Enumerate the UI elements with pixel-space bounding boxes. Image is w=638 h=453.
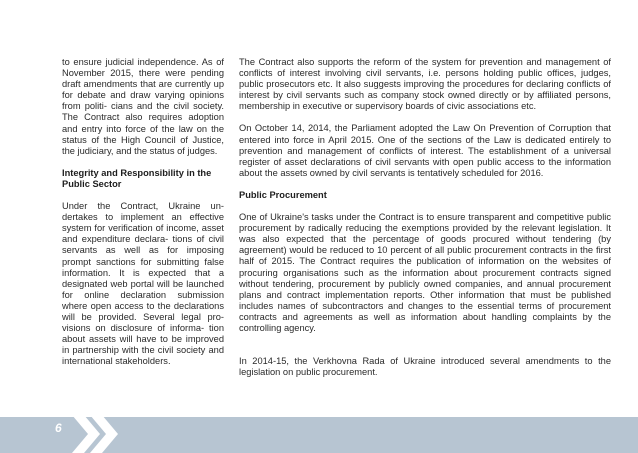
paragraph-amendments: In 2014-15, the Verkhovna Rada of Ukraine introduced several amendments to the legislation on public procurement. xyxy=(239,356,611,378)
paragraph-law-prevention-corruption: On October 14, 2014, the Parliament adopted the Law On Prevention of Corruption that entered into force in April 2015. One of the sections of the Law is dedicated entirely to prevention and management of conflicts of interest. The establishment of a universal register of asset declarations of civil servants with open public access to the information about the assets owned by civil servants is tentatively scheduled for 2016. xyxy=(239,123,611,178)
left-column xyxy=(62,57,224,367)
page-number: 6 xyxy=(55,421,62,435)
double-chevron-icon xyxy=(70,415,120,453)
heading-integrity: Integrity and Responsibility in the Public Sector xyxy=(62,167,212,189)
paragraph-declarations: Under the Contract, Ukraine un- dertakes to implement an effective system for verification of income, asset and expenditure declara- tions of civil servants as well as for imposing prompt sanctions for submitting false information. It is expected that a designated web portal will be launched for online declaration submission where open access to the declarations will be provided. Several legal pro- visions on disclosure of informa- tion about assets will have to be improved in partnership with the civil society and international stakeholders. xyxy=(62,201,224,367)
paragraph-conflicts-of-interest: The Contract also supports the reform of the system for prevention and management of conflicts of interest involving civil servants, i.e. persons holding public offices, judges, public prosecutors etc. It also suggests improving the procedures for declaring conflicts of interest by civil servants such as company stock owned directly or by affiliated persons, membership in executive or supervisory boards of civic associations etc. xyxy=(239,57,611,112)
right-column xyxy=(239,57,611,378)
paragraph-judicial-independence: to ensure judicial independence. As of November 2015, there were pending draft amendments that are currently up for debate and draw varying opinions from politi- cians and the civil society. The Contract also requires adoption and entry into force of the law on the status of the High Council of Justice, the judiciary, and the status of judges. xyxy=(62,57,224,156)
paragraph-procurement-tasks: One of Ukraine's tasks under the Contract is to ensure transparent and competitive public procurement by radically reducing the exemptions provided by the relevant legislation. It was also expected that the percentage of goods procured without tendering (by agreement) would be reduced to 10 percent of all public procurement contracts in the first half of 2015. The Contract requires the publication of information on the websites of procuring organisations such as the information about procurement contracts signed without tendering, procurement by publicly owned companies, and annual procurement plans and contract implementation reports. Other information that must be published includes names of subcontractors and changes to the essential terms of procurement contracts and agreements as well as information about handling complaints by the controlling agency. xyxy=(239,212,611,333)
heading-public-procurement: Public Procurement xyxy=(239,189,327,200)
